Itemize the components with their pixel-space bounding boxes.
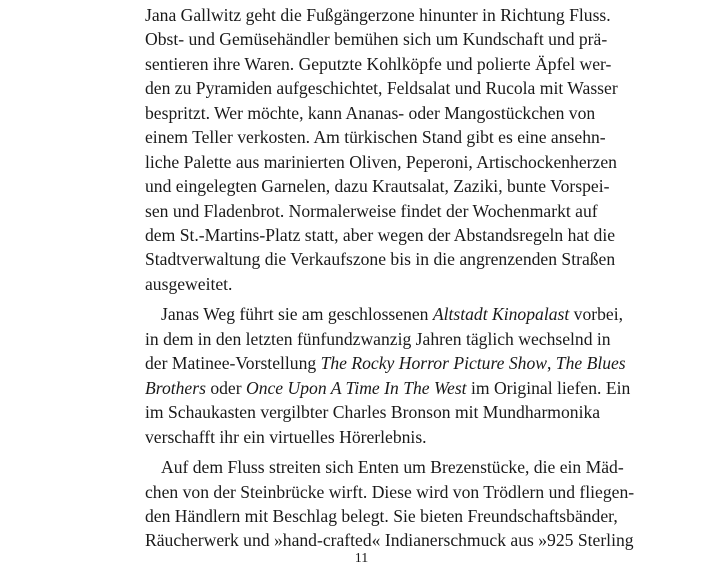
text-run: Jana Gallwitz geht die Fußgängerzone hinunter in Richtung Fluss. [145, 5, 611, 25]
text-run: , [546, 353, 556, 374]
text-run: Stadtverwaltung die Verkaufszone bis in die angrenzenden Straßen [145, 249, 616, 270]
text-run: bespritzt. Wer möchte, kann Ananas- oder Mangostückchen von [145, 102, 596, 123]
text-line [145, 101, 596, 125]
text-run: ausgeweitet. [145, 273, 233, 294]
text-line [145, 400, 601, 424]
text-line [145, 27, 608, 51]
text-run: vorbei, [569, 304, 623, 325]
italic-title: The Rocky Horror Picture Show [320, 353, 547, 374]
text-run: im Schaukasten vergilbter Charles Bronson mit Mundharmonika [145, 402, 601, 423]
text-line [145, 174, 610, 198]
italic-title: Once Upon A Time In The West [246, 377, 467, 398]
text-line [145, 528, 634, 552]
text-run: oder [205, 377, 246, 398]
text-line [145, 3, 611, 27]
text-line [145, 247, 616, 271]
text-run: Janas Weg führt sie am geschlossenen [161, 304, 433, 325]
text-run: dem St.-Martins-Platz statt, aber wegen der Abstandsregeln hat die [145, 224, 616, 245]
text-run: der Matinee-Vorstellung [145, 353, 321, 374]
text-line [145, 302, 623, 326]
italic-title: Brothers [145, 377, 206, 398]
text-run: den zu Pyramiden aufgeschichtet, Feldsalat und Rucola mit Wasser [145, 78, 618, 99]
paragraph [145, 302, 631, 449]
text-line [145, 76, 618, 100]
text-run: Auf dem Fluss streiten sich Enten um Brezenstücke, die ein Mäd- [161, 457, 624, 478]
italic-title: The Blues [555, 353, 626, 374]
text-line [145, 327, 611, 351]
text-run: Obst- und Gemüsehändler bemühen sich um Kundschaft und prä- [145, 29, 608, 50]
text-run: verschafft ihr ein virtuelles Hörerlebnis. [145, 426, 427, 447]
text-line [145, 480, 635, 504]
text-line [145, 425, 586, 449]
text-run: sentieren ihre Waren. Geputzte Kohlköpfe und polierte Äpfel wer- [145, 53, 612, 74]
text-run: einem Teller verkosten. Am türkischen Stand gibt es eine ansehn- [145, 127, 606, 148]
text-run: sen und Fladenbrot. Normalerweise findet der Wochenmarkt auf [145, 200, 598, 221]
text-line [145, 223, 616, 247]
text-line [145, 455, 624, 479]
text-line [145, 199, 598, 223]
text-line [145, 150, 617, 174]
text-line [145, 125, 606, 149]
text-run: in dem in den letzten fünfundzwanzig Jahren täglich wechselnd in [145, 328, 611, 349]
text-run: den Händlern mit Beschlag belegt. Sie bieten Freundschaftsbänder, [145, 505, 618, 526]
paragraph [145, 3, 618, 296]
text-line [145, 376, 631, 400]
text-line [145, 351, 626, 375]
text-run: und eingelegten Garnelen, dazu Krautsalat, Zaziki, bunte Vorspei- [145, 176, 610, 197]
page-number: 11 [354, 551, 369, 566]
text-line [145, 272, 586, 296]
paragraph [145, 455, 635, 553]
text-run: im Original liefen. Ein [466, 377, 631, 398]
text-run: Räucherwerk und »hand-crafted« Indianerschmuck aus »925 Sterling [145, 530, 634, 551]
text-run: liche Palette aus marinierten Oliven, Peperoni, Artischockenherzen [145, 151, 617, 172]
text-line [145, 52, 612, 76]
text-run: chen von der Steinbrücke wirft. Diese wird von Trödlern und fliegen- [145, 481, 635, 502]
italic-title: Altstadt Kinopalast [432, 304, 570, 325]
text-line [145, 504, 618, 528]
